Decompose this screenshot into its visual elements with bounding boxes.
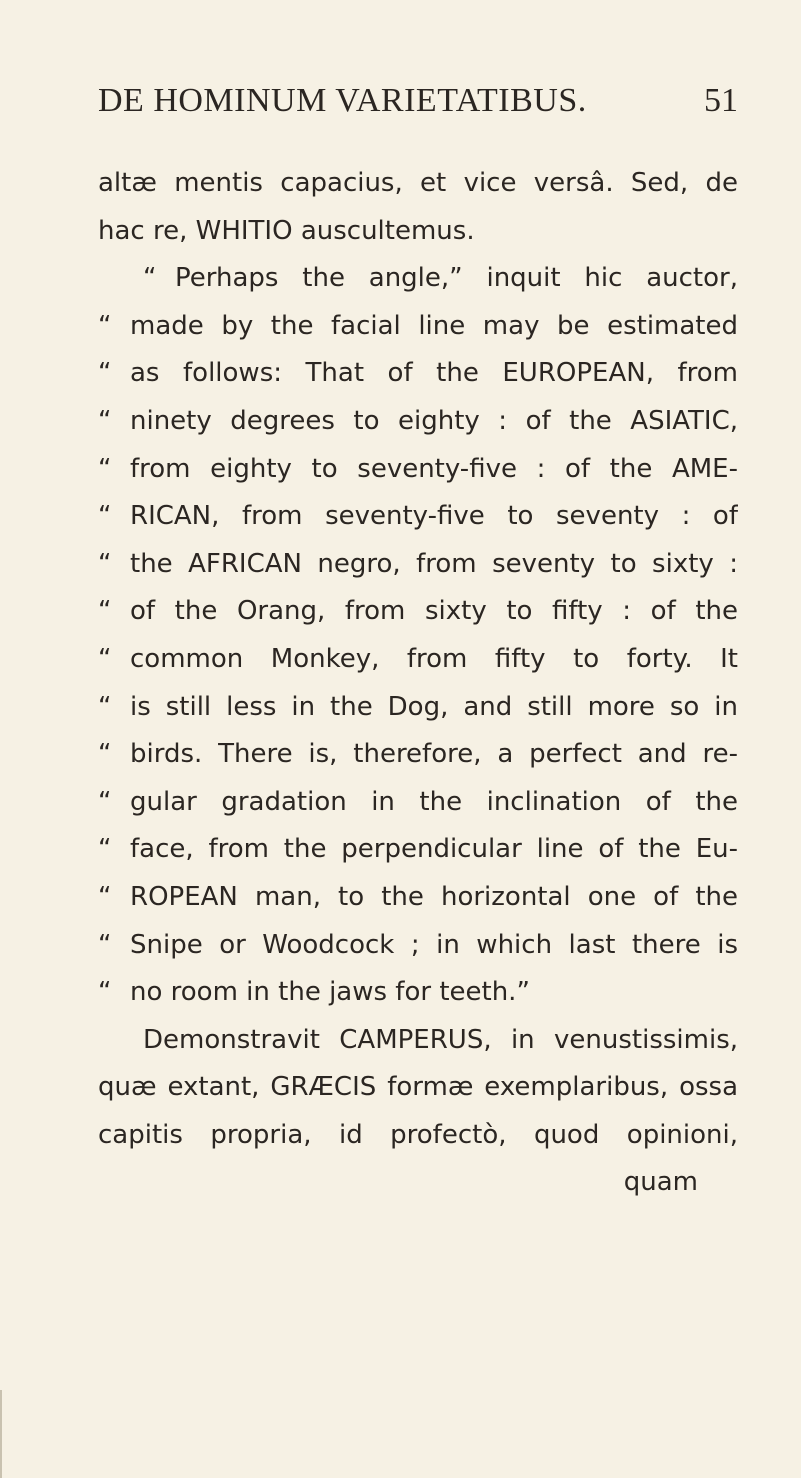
line-text: Perhaps the angle,” inquit hic auctor, [175, 263, 738, 294]
catchword: quam [623, 1167, 698, 1198]
quote-mark: “ [98, 501, 112, 532]
text-line [98, 398, 738, 446]
line-text: Demonstravit CAMPERUS, in venustissimis, [143, 1024, 738, 1055]
catchword-line [98, 1159, 738, 1207]
line-text: birds. There is, therefore, a perfect and re- [130, 739, 738, 770]
quote-mark: “ [98, 548, 112, 579]
line-text: ROPEAN man, to the horizontal one of the [130, 881, 738, 912]
text-line [98, 731, 738, 779]
quote-mark: “ [98, 977, 112, 1008]
text-line [98, 493, 738, 541]
text-line [98, 160, 738, 208]
line-text: quæ extant, GRÆCIS formæ exemplaribus, ossa [98, 1072, 738, 1103]
line-text: gular gradation in the inclination of the [130, 786, 738, 817]
line-text: altæ mentis capacius, et vice versâ. Sed, de [98, 168, 738, 198]
quote-mark: “ [98, 691, 112, 722]
line-text: common Monkey, from fifty to forty. It [130, 643, 738, 674]
quote-mark: “ [98, 596, 112, 627]
line-text: Snipe or Woodcock ; in which last there is [130, 929, 738, 960]
text-line [98, 922, 738, 970]
text-line [98, 303, 738, 351]
text-line [98, 588, 738, 636]
line-text: RICAN, from seventy-five to seventy : of [130, 501, 738, 532]
quote-mark: “ [98, 929, 112, 960]
text-line [98, 1017, 738, 1065]
quote-mark: “ [98, 358, 112, 389]
running-title: DE HOMINUM VARIETATIBUS. [98, 82, 587, 119]
page-number: 51 [704, 82, 738, 119]
line-text: as follows: That of the EUROPEAN, from [130, 358, 738, 389]
text-line [98, 684, 738, 732]
line-text: of the Orang, from sixty to fifty : of the [130, 596, 738, 627]
text-line [98, 826, 738, 874]
line-text: hac re, WHITIO auscultemus. [98, 215, 475, 246]
page-edge-mark [0, 1390, 2, 1478]
line-text: from eighty to seventy-five : of the AME- [130, 453, 738, 484]
line-text: is still less in the Dog, and still more so in [130, 691, 738, 722]
text-line [98, 636, 738, 684]
quote-mark: “ [98, 834, 112, 865]
quote-mark: “ [98, 786, 112, 817]
text-line [98, 779, 738, 827]
text-line [98, 255, 738, 303]
body-text [98, 160, 738, 1207]
quote-mark: “ [98, 405, 112, 436]
text-line [98, 1064, 738, 1112]
line-text: no room in the jaws for teeth.” [130, 977, 530, 1008]
quote-mark: “ [98, 739, 112, 770]
text-line [98, 541, 738, 589]
text-line [98, 1112, 738, 1160]
text-line [98, 446, 738, 494]
line-text: the AFRICAN negro, from seventy to sixty : [130, 548, 738, 579]
line-text: made by the facial line may be estimated [130, 310, 738, 341]
quote-mark: “ [143, 263, 157, 294]
quote-mark: “ [98, 643, 112, 674]
text-line [98, 208, 738, 256]
line-text: face, from the perpendicular line of the Eu- [130, 834, 738, 865]
line-text: ninety degrees to eighty : of the ASIATIC, [130, 405, 738, 436]
quote-mark: “ [98, 453, 112, 484]
line-text: capitis propria, id profectò, quod opinioni, [98, 1119, 738, 1150]
page-header [98, 82, 738, 142]
quote-mark: “ [98, 881, 112, 912]
text-line [98, 874, 738, 922]
text-line [98, 350, 738, 398]
text-line [98, 969, 738, 1017]
quote-mark: “ [98, 310, 112, 341]
